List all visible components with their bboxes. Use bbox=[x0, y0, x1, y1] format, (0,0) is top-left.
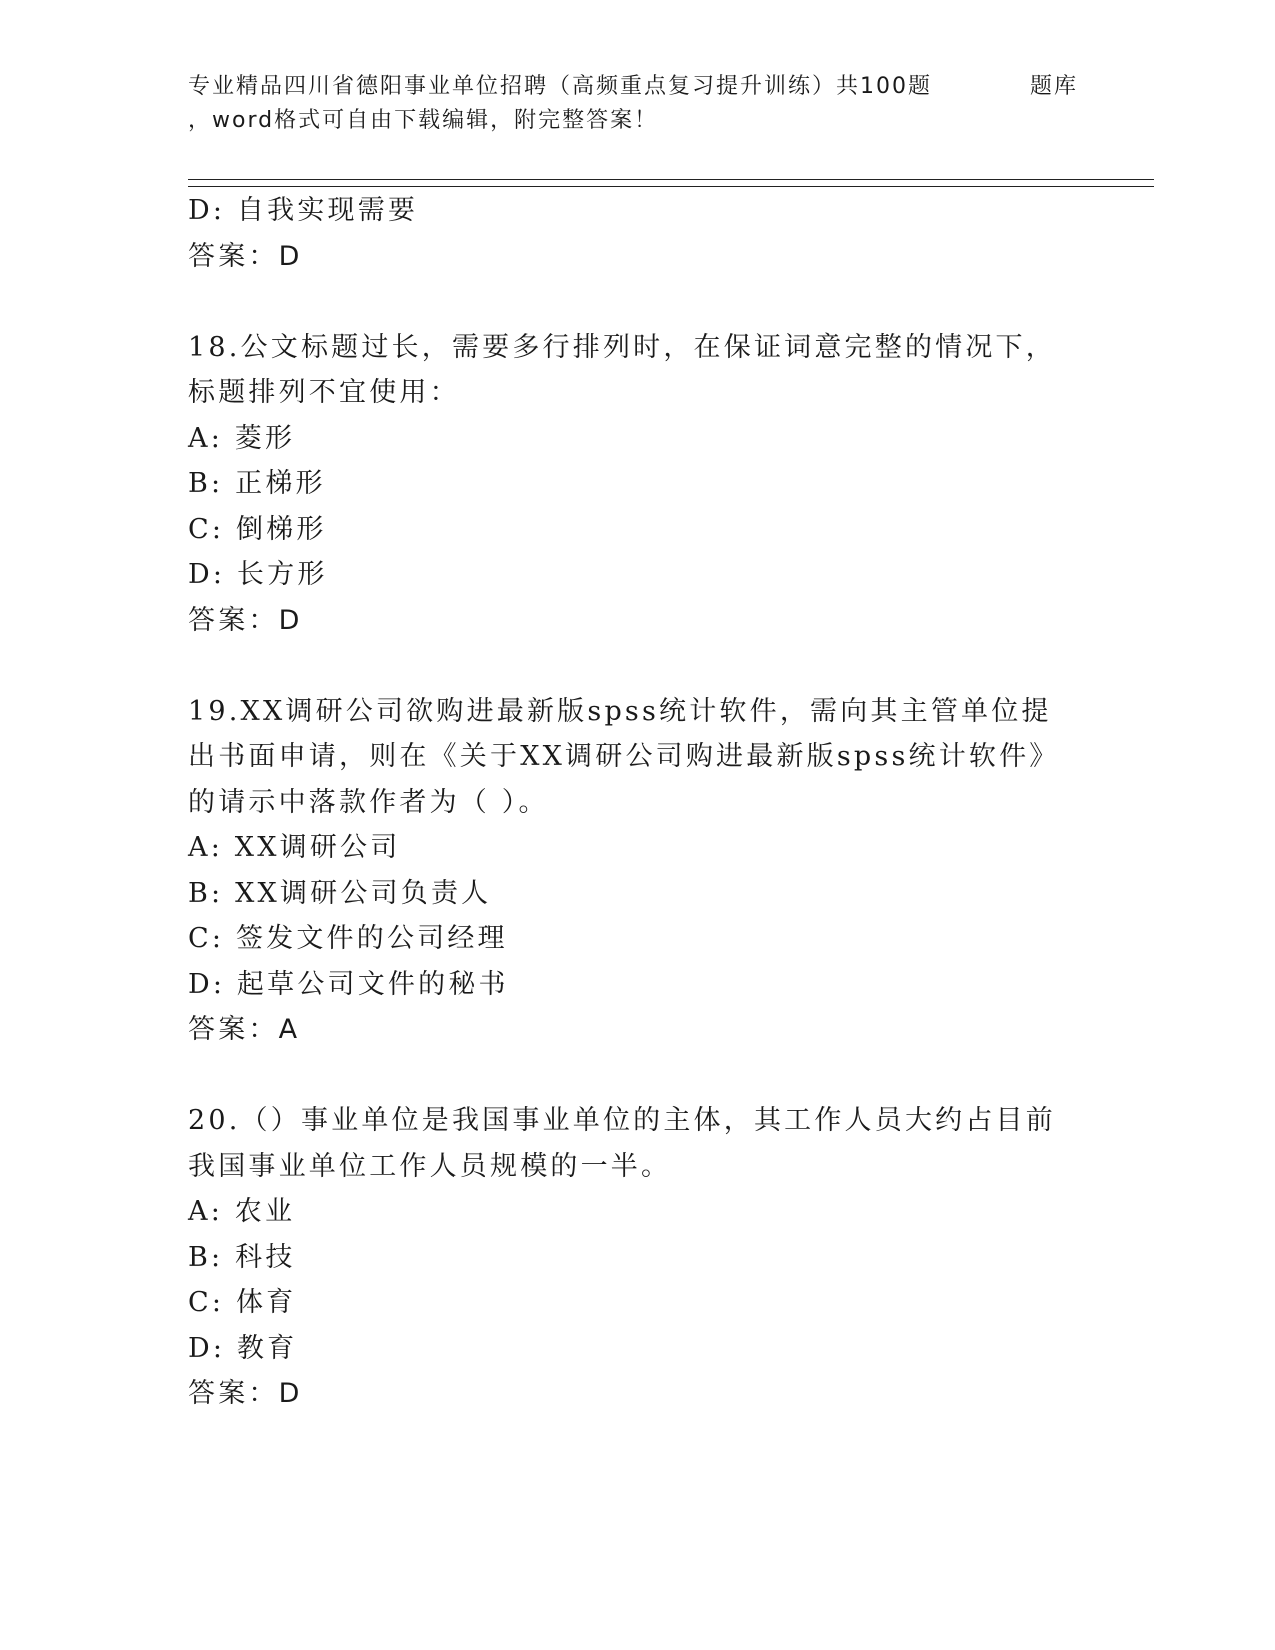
document-subtitle: ，word格式可自由下载编辑，附完整答案！ bbox=[188, 108, 659, 133]
spacer bbox=[188, 1053, 1088, 1099]
option-a: A: 农业 bbox=[188, 1196, 296, 1227]
question-stem: 20.（）事业单位是我国事业单位的主体，其工作人员大约占目前我国事业单位工作人员规模的一半。 bbox=[188, 1105, 1056, 1182]
question-20 bbox=[188, 1098, 1088, 1417]
question-answer: 答案：D bbox=[188, 1378, 303, 1409]
prev-question-answer: 答案：D bbox=[188, 240, 303, 272]
option-d: D: 长方形 bbox=[188, 559, 328, 590]
question-answer: 答案：D bbox=[188, 604, 303, 636]
option-a: A: 菱形 bbox=[188, 422, 296, 454]
header-tag: 题库 bbox=[1030, 74, 1079, 99]
option-c: C: 签发文件的公司经理 bbox=[188, 923, 508, 954]
header-double-rule bbox=[188, 179, 1154, 187]
document-body bbox=[188, 188, 1088, 1417]
prev-question-option-d: D: 自我实现需要 bbox=[188, 195, 419, 226]
question-stem: 19.XX调研公司欲购进最新版spss统计软件，需向其主管单位提出书面申请，则在《关于XX调研公司购进最新版spss统计软件》的请示中落款作者为（ ）。 bbox=[188, 695, 1060, 818]
spacer bbox=[188, 279, 1088, 325]
option-b: B: 正梯形 bbox=[188, 468, 326, 499]
page-header bbox=[188, 70, 1118, 138]
option-d: D: 起草公司文件的秘书 bbox=[188, 968, 509, 1000]
option-c: C: 体育 bbox=[188, 1287, 297, 1318]
question-18 bbox=[188, 325, 1088, 644]
option-c: C: 倒梯形 bbox=[188, 513, 327, 545]
question-answer: 答案：A bbox=[188, 1014, 301, 1045]
option-b: B: XX调研公司负责人 bbox=[188, 877, 492, 909]
header-line-1 bbox=[188, 70, 1118, 104]
spacer bbox=[188, 643, 1088, 689]
option-d: D: 教育 bbox=[188, 1332, 298, 1364]
document-title: 专业精品四川省德阳事业单位招聘（高频重点复习提升训练）共100题 bbox=[188, 74, 932, 99]
option-b: B: 科技 bbox=[188, 1241, 296, 1273]
question-stem: 18.公文标题过长，需要多行排列时，在保证词意完整的情况下，标题排列不宜使用： bbox=[188, 331, 1056, 408]
question-19 bbox=[188, 689, 1088, 1053]
option-a: A: XX调研公司 bbox=[188, 832, 401, 863]
